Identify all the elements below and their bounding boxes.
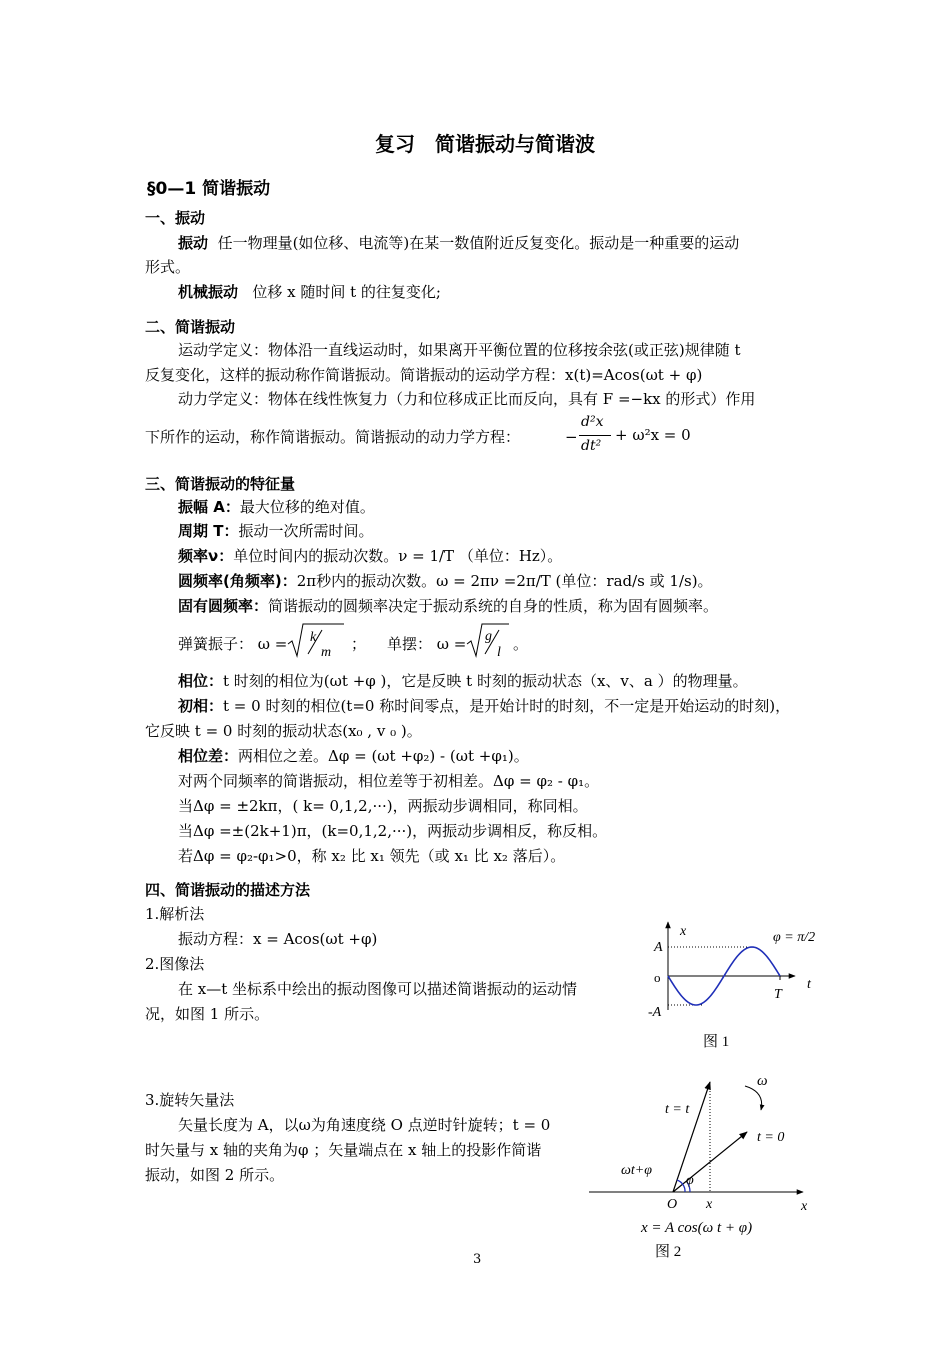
kinematic-definition-cont: 反复变化，这样的振动称作简谐振动。简谐振动的运动学方程：x(t)=Acos(ωt + φ) bbox=[145, 366, 703, 384]
method-rotating-vector-cont1: 时矢量与 x 轴的夹角为φ ；矢量端点在 x 轴上的投影作简谐 bbox=[145, 1141, 542, 1159]
term-phase: 相位： bbox=[178, 672, 224, 690]
dynamic-definition: 动力学定义：物体在线性恢复力（力和位移成正比而反向，具有 F =−kx 的形式）作用 bbox=[178, 390, 756, 408]
spring-denominator: m bbox=[321, 645, 332, 660]
spring-numerator: k bbox=[310, 630, 317, 645]
term-angular: 圆频率(角频率)： bbox=[178, 572, 297, 590]
eq-fraction-bar bbox=[579, 435, 611, 436]
method-graph-cont: 况，如图 1 所示。 bbox=[145, 1005, 270, 1023]
text-frequency: 单位时间内的振动次数。ν = 1/T （单位：Hz）。 bbox=[233, 547, 563, 565]
method-rotating-vector: 3.旋转矢量法 bbox=[145, 1091, 235, 1109]
figure-1 bbox=[640, 918, 840, 1058]
page-title: 复习 简谐振动与简谐波 bbox=[375, 132, 595, 156]
term-initial-phase: 初相： bbox=[178, 697, 224, 715]
fig2-origin-label: O bbox=[667, 1197, 678, 1212]
fig2-formula: x = A cos(ω t + φ) bbox=[641, 1220, 753, 1236]
fig2-vector-t0 bbox=[673, 1132, 747, 1192]
text-mechanical: 位移 x 随时间 t 的往复变化; bbox=[252, 283, 441, 301]
fig1-phase-label: φ = π/2 bbox=[773, 930, 816, 945]
eq-numerator: d²x bbox=[581, 414, 604, 430]
text-period: 振动一次所需时间。 bbox=[238, 522, 374, 540]
method-rotating-vector-cont2: 振动，如图 2 所示。 bbox=[145, 1166, 285, 1184]
formula-end: 。 bbox=[513, 635, 529, 653]
method-analytic: 1.解析法 bbox=[145, 905, 205, 923]
leading-note: 若Δφ = φ₂-φ₁>0，称 x₂ 比 x₁ 领先（或 x₁ 比 x₂ 落后）。 bbox=[178, 847, 566, 865]
term-vibration: 振动 bbox=[178, 234, 209, 252]
anti-phase-note: 当Δφ =±(2k+1)π，(k=0,1,2,···)，两振动步调相反，称反相。 bbox=[178, 822, 608, 840]
fig1-t-label: t bbox=[807, 977, 811, 992]
section-heading: §0—1 简谐振动 bbox=[147, 179, 271, 199]
figure-2 bbox=[585, 1068, 825, 1268]
fig1-origin-label: o bbox=[654, 970, 661, 985]
eq-rest: + ω²x = 0 bbox=[615, 426, 691, 444]
dynamic-definition-cont: 下所作的运动，称作简谐振动。简谐振动的动力学方程： bbox=[145, 428, 521, 446]
heading-characteristics: 三、简谐振动的特征量 bbox=[145, 475, 296, 493]
eq-denominator: dt² bbox=[581, 438, 602, 454]
pendulum-numerator: g bbox=[485, 629, 492, 644]
spring-label: 弹簧振子： ω = bbox=[178, 635, 288, 653]
fig2-wt-phi-label: ωt+φ bbox=[621, 1163, 652, 1178]
pendulum-denominator: l bbox=[497, 645, 501, 660]
fig2-phi-label: φ bbox=[686, 1173, 694, 1188]
period-line bbox=[178, 520, 373, 542]
page-number: 3 bbox=[473, 1252, 482, 1267]
formula-separator: ； bbox=[351, 635, 367, 653]
phase-line bbox=[178, 670, 748, 692]
in-phase-note: 当Δφ = ±2kπ，( k= 0,1,2,···)，两振动步调相同，称同相。 bbox=[178, 797, 588, 815]
text-vibration: 任一物理量(如位移、电流等)在某一数值附近反复变化。振动是一种重要的运动 bbox=[217, 234, 740, 252]
fig2-projection-label: x bbox=[706, 1197, 713, 1212]
term-amplitude: 振幅 A： bbox=[178, 498, 240, 516]
fig2-t-eq-0-label: t = 0 bbox=[757, 1130, 785, 1145]
term-phase-difference: 相位差： bbox=[178, 747, 239, 765]
frequency-line bbox=[178, 545, 562, 567]
natural-frequency-line bbox=[178, 595, 718, 617]
fig2-t-eq-t-label: t = t bbox=[665, 1102, 690, 1117]
term-frequency: 频率ν： bbox=[178, 547, 234, 565]
same-frequency-note: 对两个同频率的简谐振动，相位差等于初相差。Δφ = φ₂ - φ₁。 bbox=[178, 772, 600, 790]
heading-vibration: 一、振动 bbox=[145, 209, 206, 227]
method-graph-text: 在 x—t 坐标系中绘出的振动图像可以描述简谐振动的运动情 bbox=[178, 980, 578, 998]
fig1-neg-amplitude-label: -A bbox=[648, 1005, 662, 1020]
fig2-omega-label: ω bbox=[757, 1073, 768, 1089]
initial-phase-line bbox=[178, 695, 790, 717]
vibration-definition bbox=[178, 232, 739, 254]
fig1-caption: 图 1 bbox=[703, 1034, 730, 1050]
pendulum-label: 单摆： ω = bbox=[387, 635, 467, 653]
method-graph: 2.图像法 bbox=[145, 955, 205, 973]
text-initial-phase: t = 0 时刻的相位(t=0 称时间零点，是开始计时的时刻，不一定是开始运动的时刻)， bbox=[223, 697, 791, 715]
kinematic-definition: 运动学定义：物体沿一直线运动时，如果离开平衡位置的位移按余弦(或正弦)规律随 t bbox=[178, 341, 741, 359]
fig1-amplitude-label: A bbox=[654, 940, 663, 955]
text-phase-difference: 两相位之差。Δφ = (ωt +φ₂) - (ωt +φ₁)。 bbox=[238, 747, 529, 765]
amplitude-line bbox=[178, 496, 375, 518]
heading-description-methods: 四、简谐振动的描述方法 bbox=[145, 881, 311, 899]
text-natural: 简谐振动的圆频率决定于振动系统的自身的性质，称为固有圆频率。 bbox=[268, 597, 719, 615]
text-amplitude: 最大位移的绝对值。 bbox=[239, 498, 375, 516]
method-analytic-equation: 振动方程：x = Acos(ωt +φ) bbox=[178, 930, 378, 948]
angular-frequency-line bbox=[178, 570, 713, 592]
term-mechanical: 机械振动 bbox=[178, 283, 239, 301]
term-natural: 固有圆频率： bbox=[178, 597, 269, 615]
pendulum-formula bbox=[465, 620, 511, 662]
vibration-definition-cont: 形式。 bbox=[145, 258, 191, 276]
mechanical-vibration bbox=[178, 281, 441, 303]
text-phase: t 时刻的相位为(ωt +φ )，它是反映 t 时刻的振动状态（x、v、a ）的物理量。 bbox=[223, 672, 748, 690]
fig1-period-label: T bbox=[774, 987, 782, 1002]
text-angular: 2π秒内的振动次数。ω = 2πν =2π/T (单位：rad/s 或 1/s)。 bbox=[296, 572, 713, 590]
initial-phase-cont: 它反映 t = 0 时刻的振动状态(x₀ , v ₀ )。 bbox=[145, 722, 422, 740]
fig2-rotation-arrow bbox=[745, 1086, 762, 1110]
fig1-y-label: x bbox=[680, 924, 687, 939]
method-rotating-vector-text: 矢量长度为 A，以ω为角速度绕 O 点逆时针旋转；t = 0 bbox=[178, 1116, 551, 1134]
fig2-caption: 图 2 bbox=[655, 1244, 682, 1260]
heading-shm: 二、简谐振动 bbox=[145, 318, 236, 336]
phase-difference-line bbox=[178, 745, 529, 767]
spring-formula bbox=[286, 620, 348, 662]
term-period: 周期 T： bbox=[178, 522, 239, 540]
fig2-x-axis-label: x bbox=[801, 1199, 808, 1214]
